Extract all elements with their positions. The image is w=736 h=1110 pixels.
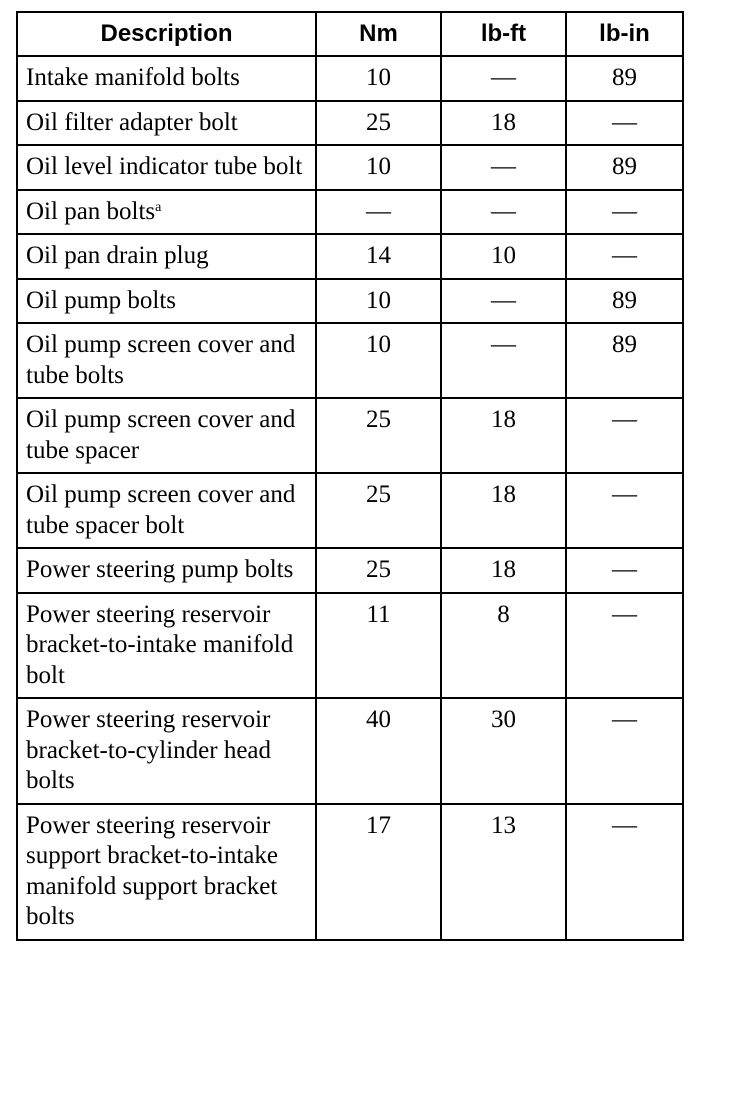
table-row — [17, 56, 683, 101]
lbft-cell: — — [441, 190, 566, 235]
lbin-cell: — — [566, 548, 683, 593]
lbft-cell: 18 — [441, 398, 566, 473]
description-cell — [17, 548, 316, 593]
lbft-cell: — — [441, 279, 566, 324]
table-body — [17, 56, 683, 940]
description-cell — [17, 593, 316, 699]
nm-cell: 14 — [316, 234, 441, 279]
description-text: Oil pump bolts — [26, 286, 177, 314]
table-row — [17, 190, 683, 235]
lbin-cell: — — [566, 593, 683, 699]
description-cell — [17, 323, 316, 398]
table-row — [17, 473, 683, 548]
description-text: Power steering reservoir bracket-to-intake manifold bolt — [26, 600, 294, 689]
lbft-cell: 30 — [441, 698, 566, 804]
lbft-cell: 18 — [441, 548, 566, 593]
description-cell — [17, 698, 316, 804]
table-row — [17, 593, 683, 699]
lbin-cell: — — [566, 804, 683, 940]
nm-cell: 10 — [316, 145, 441, 190]
lbft-cell: 10 — [441, 234, 566, 279]
description-text: Oil pump screen cover and tube spacer bolt — [26, 481, 296, 539]
table-header-row — [17, 12, 683, 56]
lbft-cell: — — [441, 56, 566, 101]
description-text: Oil pump screen cover and tube bolts — [26, 331, 296, 389]
nm-cell: 10 — [316, 323, 441, 398]
lbft-cell: — — [441, 323, 566, 398]
table-row — [17, 398, 683, 473]
lbft-cell: 18 — [441, 473, 566, 548]
column-header-description: Description — [17, 12, 316, 56]
description-cell — [17, 190, 316, 235]
description-cell — [17, 398, 316, 473]
lbin-cell: — — [566, 698, 683, 804]
description-text: Oil pump screen cover and tube spacer — [26, 406, 296, 464]
table-row — [17, 323, 683, 398]
column-header-lbft: lb-ft — [441, 12, 566, 56]
nm-cell: — — [316, 190, 441, 235]
description-cell — [17, 145, 316, 190]
lbin-cell: — — [566, 101, 683, 146]
table-row — [17, 279, 683, 324]
lbin-cell: 89 — [566, 323, 683, 398]
table-row — [17, 145, 683, 190]
nm-cell: 25 — [316, 398, 441, 473]
lbft-cell: — — [441, 145, 566, 190]
description-text: Oil level indicator tube bolt — [26, 153, 303, 180]
description-text: Oil pan bolts — [26, 197, 156, 225]
lbin-cell: 89 — [566, 145, 683, 190]
nm-cell: 17 — [316, 804, 441, 940]
description-cell — [17, 473, 316, 548]
nm-cell: 25 — [316, 101, 441, 146]
description-text: Power steering pump bolts — [26, 556, 294, 583]
lbft-cell: 8 — [441, 593, 566, 699]
lbin-cell: 89 — [566, 279, 683, 324]
column-header-nm: Nm — [316, 12, 441, 56]
nm-cell: 10 — [316, 56, 441, 101]
table-row — [17, 101, 683, 146]
description-text: Power steering reservoir support bracket-to-intake manifold support bracket bolts — [26, 811, 278, 930]
description-text: Oil filter adapter bolt — [26, 108, 238, 136]
description-cell — [17, 804, 316, 940]
nm-cell: 25 — [316, 548, 441, 593]
footnote-marker: a — [155, 199, 162, 215]
description-cell — [17, 101, 316, 146]
table-row — [17, 548, 683, 593]
description-cell — [17, 56, 316, 101]
lbin-cell: 89 — [566, 56, 683, 101]
torque-spec-table — [16, 11, 684, 941]
lbin-cell: — — [566, 473, 683, 548]
table-row — [17, 804, 683, 940]
lbft-cell: 18 — [441, 101, 566, 146]
description-text: Oil pan drain plug — [26, 242, 209, 269]
table-row — [17, 234, 683, 279]
nm-cell: 25 — [316, 473, 441, 548]
lbft-cell: 13 — [441, 804, 566, 940]
nm-cell: 40 — [316, 698, 441, 804]
lbin-cell: — — [566, 398, 683, 473]
column-header-lbin: lb-in — [566, 12, 683, 56]
nm-cell: 10 — [316, 279, 441, 324]
description-cell — [17, 234, 316, 279]
nm-cell: 11 — [316, 593, 441, 699]
description-cell — [17, 279, 316, 324]
lbin-cell: — — [566, 190, 683, 235]
description-text: Power steering reservoir bracket-to-cylinder head bolts — [26, 706, 272, 794]
lbin-cell: — — [566, 234, 683, 279]
table-row — [17, 698, 683, 804]
description-text: Intake manifold bolts — [26, 64, 240, 91]
